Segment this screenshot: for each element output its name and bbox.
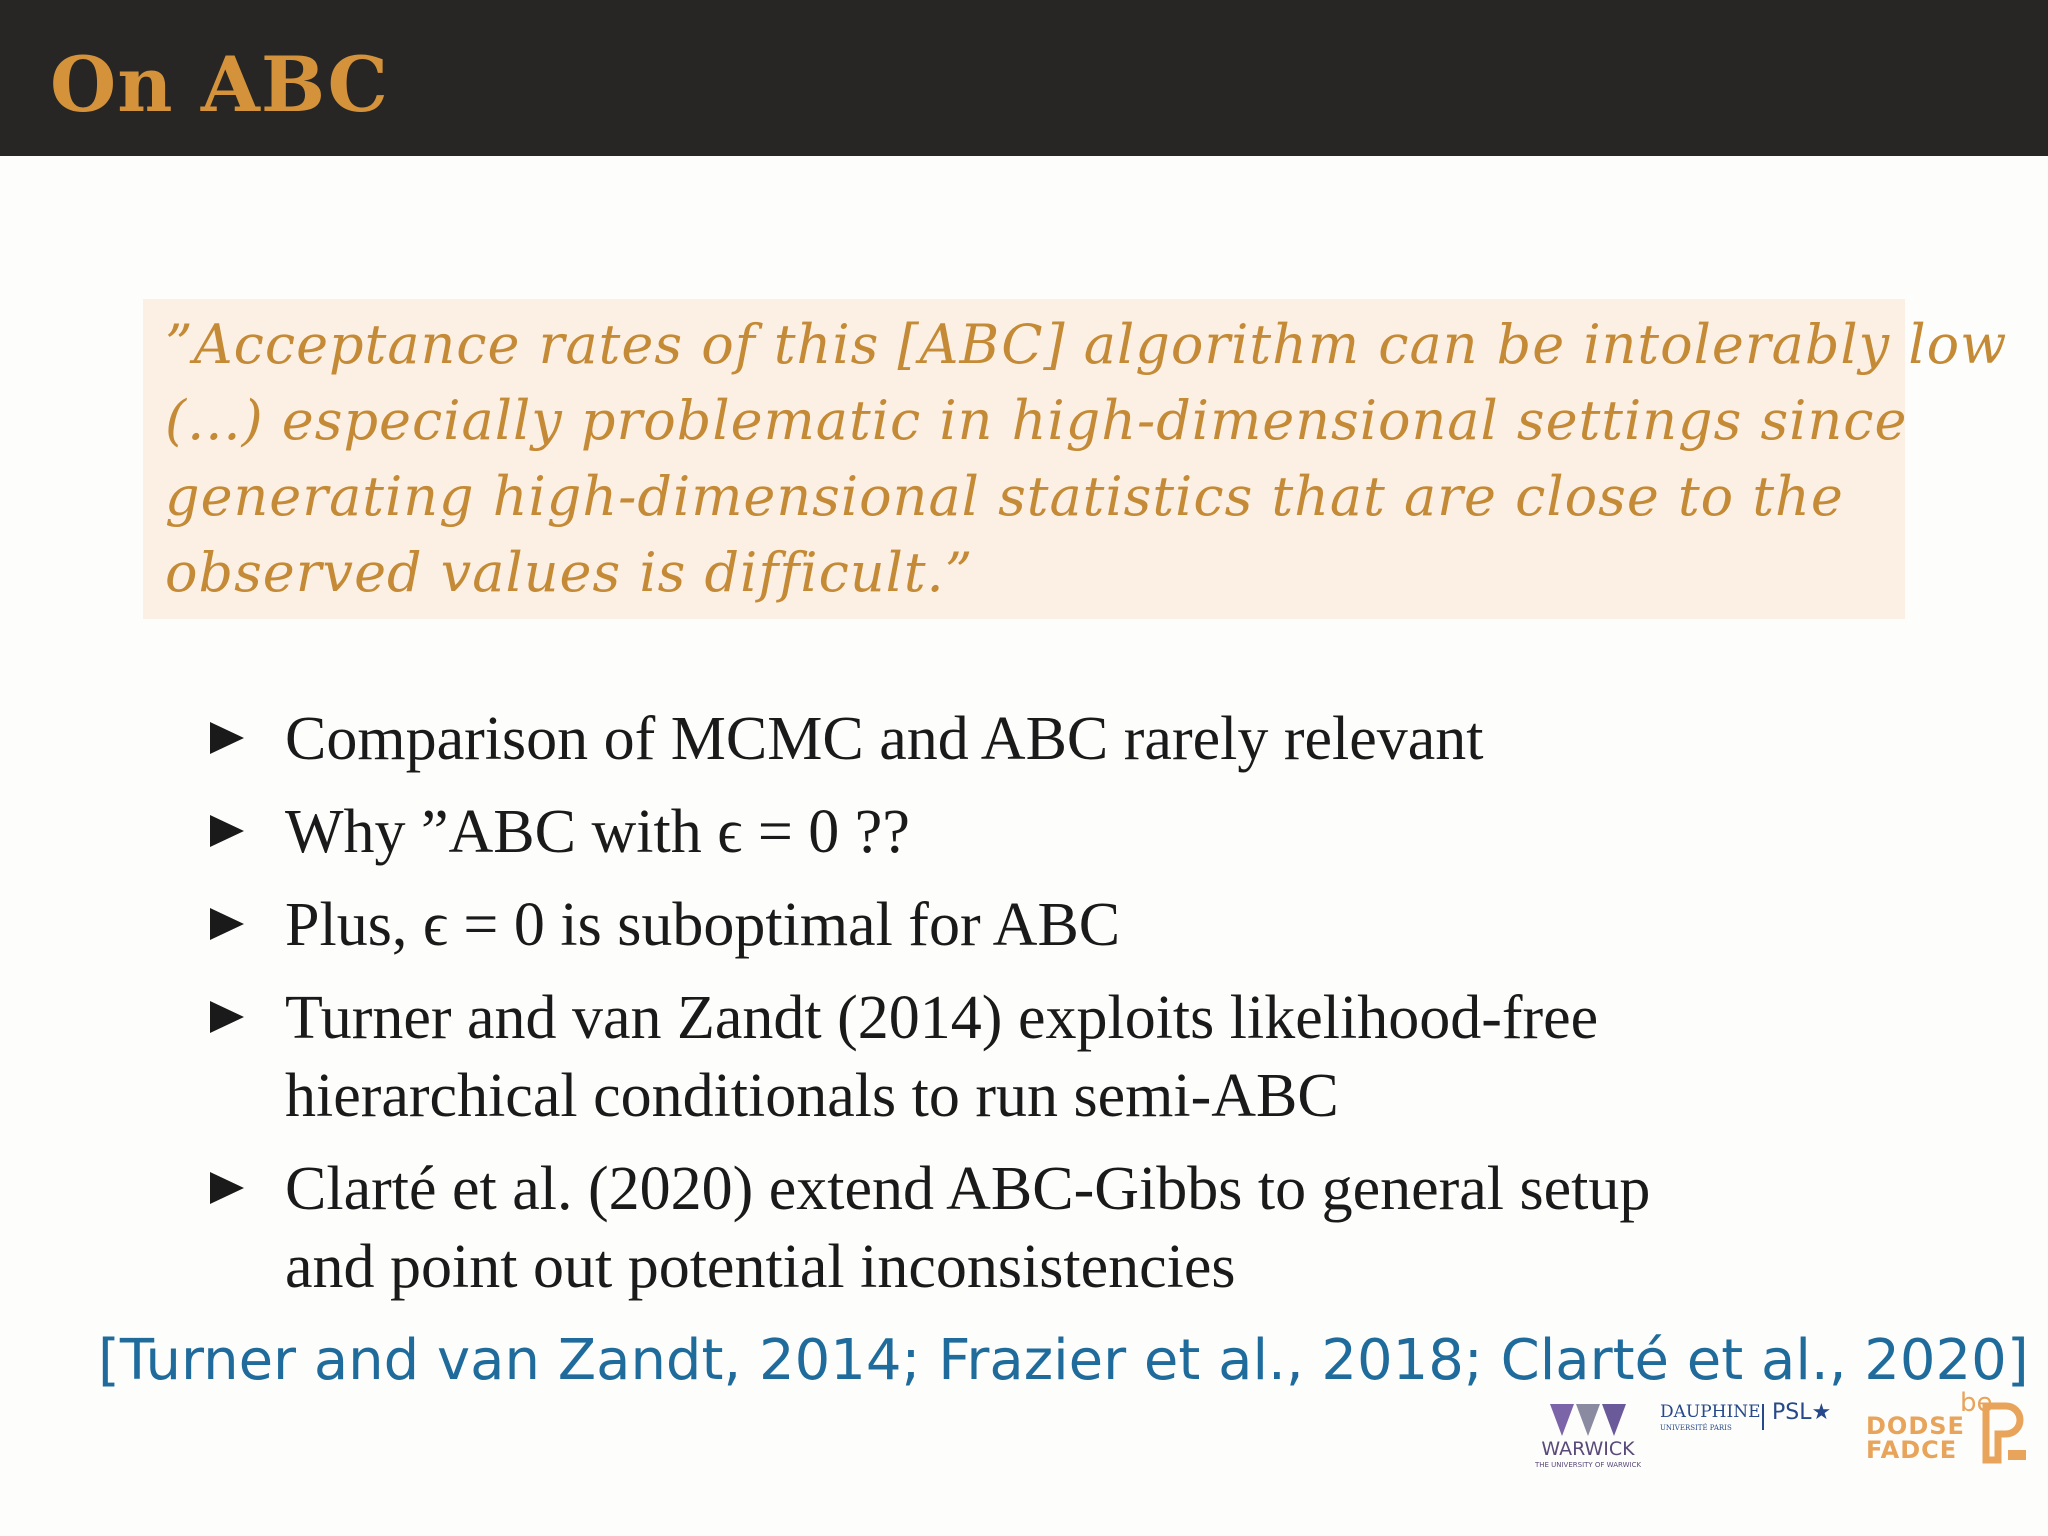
triangle-bullet-icon	[210, 722, 244, 754]
triangle-bullet-icon	[210, 1172, 244, 1204]
quote-line: observed values is difficult.”	[165, 541, 974, 604]
dauphine-name: DAUPHINE	[1660, 1402, 1761, 1422]
bullet-item	[205, 886, 1905, 964]
logo-divider	[1762, 1404, 1764, 1430]
bpf-line: FADCE	[1866, 1436, 1958, 1464]
bullet-item	[205, 793, 1905, 871]
triangle-bullet-icon	[210, 1001, 244, 1033]
triangle-bullet-icon	[210, 815, 244, 847]
quote-line: generating high-dimensional statistics that are close to the	[165, 465, 1844, 528]
citation: [Turner and van Zandt, 2014; Frazier et al., 2018; Clarté et al., 2020]	[98, 1328, 2029, 1393]
quote-line: (...) especially problematic in high-dimensional settings since	[165, 389, 1908, 452]
quote-line: ”Acceptance rates of this [ABC] algorithm can be intolerably low	[165, 313, 2008, 376]
bullet-item	[205, 1150, 1905, 1306]
dauphine-subtitle: UNIVERSITÉ PARIS	[1660, 1424, 1732, 1432]
bpf-emblem-icon	[1980, 1396, 2028, 1468]
quote-box	[143, 299, 2008, 619]
slide-header	[0, 0, 2048, 156]
bpf-line: DODSE	[1866, 1412, 1965, 1440]
bullet-text: Turner and van Zandt (2014) exploits likelihood-free	[285, 984, 1599, 1052]
bullet-text: and point out potential inconsistencies	[285, 1233, 1236, 1301]
bpf-wordmark	[1866, 1414, 1965, 1462]
bullet-item	[205, 700, 1905, 778]
bullet-text: Plus, ϵ = 0 is suboptimal for ABC	[285, 891, 1121, 959]
slide-title: On ABC	[50, 40, 390, 129]
bullet-list	[205, 700, 1905, 1321]
bullet-item	[205, 979, 1905, 1135]
bullet-text: Clarté et al. (2020) extend ABC-Gibbs to general setup	[285, 1155, 1651, 1223]
warwick-name: WARWICK	[1541, 1438, 1635, 1460]
triangle-bullet-icon	[210, 908, 244, 940]
bullet-text: Comparison of MCMC and ABC rarely relevant	[285, 705, 1484, 773]
psl-name: PSL★	[1772, 1400, 1832, 1425]
warwick-subtitle: THE UNIVERSITY OF WARWICK	[1534, 1461, 1642, 1469]
bullet-text: Why ”ABC with ϵ = 0 ??	[285, 798, 910, 866]
bullet-text: hierarchical conditionals to run semi-ABC	[285, 1062, 1339, 1130]
quote-text	[165, 307, 2008, 611]
bpf-top: be	[1960, 1388, 1993, 1418]
